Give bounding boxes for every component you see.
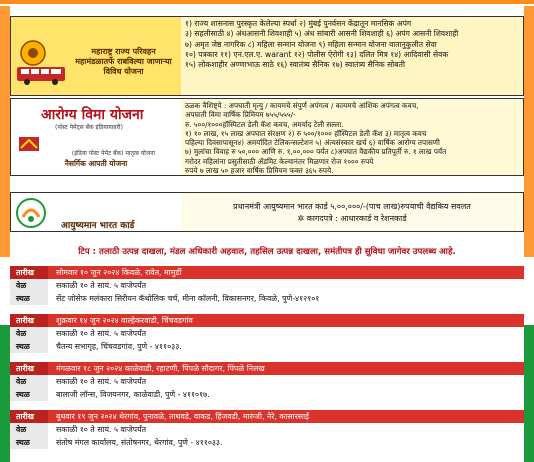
time-label: वेळ (10, 279, 48, 292)
schedule-place-row (10, 292, 524, 305)
date-value: शुक्रवार १४ जुन २०२४ वाल्हेकरवाडी, चिंचवडगांव (56, 316, 193, 325)
detail-line: रु. ५००/१०००हॉस्पिटल डेली कॅश कवच, अमर्याद टेली सल्ला. (185, 119, 344, 129)
detail-line: पहिल्या दिवसापासून४) अमर्यादित टेलिकन्सल्टेशन ५) अंत्यसंस्कार खर्च ६) वार्षिक आरोग्य तपासणी (185, 138, 440, 148)
schedule-place-row (10, 340, 524, 353)
ayushman-title: आयुष्यमान भारत कार्ड (61, 221, 135, 231)
schedule-place-row (10, 388, 524, 401)
ayushman-panel (11, 193, 182, 231)
detail-line: गरोदर महिलांना प्रसुतीसाठी ॲडमिट केल्यानंतर मिळणार रोज १००० रुपये (185, 156, 374, 166)
msrtc-logo-panel (11, 17, 182, 95)
schedule-date-row (10, 410, 524, 423)
ayushman-bharat-logo-icon (15, 197, 47, 229)
ayushman-line: प्रधानमंत्री आयुष्यमान भारत कार्ड ५,००,०००/-(पाच लाख)रुपयाची वैद्यकिय सवलत (233, 202, 471, 211)
scheme-line: ३) सहलीसाठी ४) अंधआसनी शिवशाही ५) अंध सांबारी आसनी शिवशाही ६) अपंग आसनी शिवशाही (185, 29, 459, 39)
place-label: स्थळ (10, 436, 48, 449)
ayushman-card-box (10, 192, 524, 232)
schedule-time-row (10, 423, 524, 436)
place-value: बालाजी लॉन्स, विजयनगर, काळेवाडी, पुणे - ४११०१७. (56, 390, 210, 399)
msrtc-scheme-list (181, 17, 523, 95)
detail-line: १) १० लाख, १५ लाख अपघात संरक्षण २) रु ५००/१००० हॉस्पिटल डेली कॅश ३) मातृत्व कवच (185, 128, 427, 138)
date-label: तारीख (10, 410, 48, 423)
time-value: सकाळी १० ते सायं. ५ वाजेपर्यंत (56, 329, 147, 338)
place-value: सेंट जोसेफ मलंकारा सिरीयन कॅथोलिक चर्च, मीना कॉलनी, विकासनगर, किवळे, पुणे-४१२१०१ (56, 294, 320, 303)
schedule-place-row (10, 436, 524, 449)
top-stripe (0, 0, 534, 4)
date-value: मंगळवार १८ जुन २०२४ काळेवाडी, रहाटणी, पिंपळे सौदागर, पिंपळे निलख (56, 364, 265, 373)
scheme-line: १) राज्य शासनास पुरस्कृत केलेल्या स्पर्धा २) मुंबई पुनर्वसन केंद्रातून मानसिक अपंग (185, 19, 412, 28)
detail-line: ठळक वैशिष्ट्ये : अपघाती मृत्यु / कायमचे संपुर्ण अपंगत्व / कायमचे आंशिक अपंगत्व कवच, (185, 101, 419, 110)
scheme-line: १५) लोकशाहीर अण्णाभाऊ साठे १६) स्वातंत्र्य सैनिक १७) स्वातंत्र्य सैनिक सोबती (185, 60, 405, 70)
health-insurance-title: आरोग्य विमा योजना (41, 107, 144, 123)
time-value: सकाळी १० ते सायं. ५ वाजेपर्यंत (56, 425, 147, 434)
health-insurance-box (10, 98, 524, 176)
schedule-date-row (10, 362, 524, 375)
schedule-time-row (10, 279, 524, 292)
matru-label: नैसर्गिक आपती योजना (64, 159, 128, 168)
health-insurance-panel (11, 99, 182, 175)
left-tricolor-stripe (0, 6, 10, 462)
time-value: सकाळी १० ते सायं. ५ वाजेपर्यंत (56, 281, 147, 290)
detail-line: ७) मुलांचा विवाह रु ५०,००० आणि रु. १,००,००० पर्यंत ८)अपघात वैद्यकीय प्रतिपूर्ती रु. १ लाख पर्यंत (185, 147, 447, 157)
india-post-logo-icon (19, 137, 39, 151)
date-value: बुधवार १९ जुन २०२४ थेरगांव, पुनावळे, ताथवडे, वाकड, हिंजवडी, मारुंजी, नेरे, कासारसाई (56, 412, 309, 421)
msrtc-bus-logo-icon (15, 35, 67, 87)
time-label: वेळ (10, 375, 48, 388)
date-value: सोमवार १० जुन २०२४ किवळे, रावेत, मामुर्डी (56, 268, 182, 277)
msrtc-schemes-box (10, 16, 524, 96)
place-value: संतोष मंगल कार्यालय, संतोषनगर, थेरगांव, पुणे - ४११०३३. (56, 438, 223, 447)
schedule-date-row (10, 314, 524, 327)
bank-text: (इंडिया पोस्ट पेमेंट बँक) मातृत्व योजना (71, 150, 156, 157)
detail-line: रुपये ७ लाख ५० हजार वार्षिक प्रिमियम फक्त ३६५ रुपये. (185, 166, 334, 176)
health-insurance-subtitle: (पोस्ट पेमेंट्स बँक इंडियायावरी) (55, 124, 123, 131)
place-label: स्थळ (10, 340, 48, 353)
time-value: सकाळी १० ते सायं. ५ वाजेपर्यंत (56, 377, 147, 386)
msrtc-title: महाराष्ट्र राज्य परिवहन महामंडळातर्फे राबविल्या जाणाऱ्या विविध योजना (75, 47, 172, 76)
ayushman-line: ✲ कागदपत्रे : आधारकार्ड व रेशनकार्ड (297, 214, 407, 223)
tip-note: टिप : तलाठी उत्पन्न दाखला, मंडल अधिकारी अहवाल, तहसिल उत्पन्न दाखला, समंतीपत्र ही सुविधा जागेवर उपलब्ध आहे. (78, 247, 456, 257)
health-insurance-details (181, 99, 523, 175)
date-label: तारीख (10, 362, 48, 375)
ayushman-details (181, 193, 523, 231)
place-label: स्थळ (10, 388, 48, 401)
scheme-line: १०) पत्रकार ११) एन.एल.ए. warant १२) पोलीस ऐरोगी १३) दलित मित्र १४) आदिवासी सेवक (185, 49, 449, 59)
right-tricolor-stripe (524, 6, 534, 462)
time-label: वेळ (10, 327, 48, 340)
schedule-time-row (10, 327, 524, 340)
place-value: चैतन्य सभागृह, चिंचवडगांव, पुणे - ४११०३३. (56, 342, 182, 351)
detail-line: अपघाती विमा वार्षिक प्रिमियम ७५५/५५५/- (185, 110, 296, 120)
time-label: वेळ (10, 423, 48, 436)
schedule-time-row (10, 375, 524, 388)
scheme-line: ७) अमृत जेष्ठ नागरिक ८) महिला सन्मान योजना ९) महिला सन्मान योजना वातानुकुलीत सेवा (185, 39, 437, 49)
date-label: तारीख (10, 314, 48, 327)
date-label: तारीख (10, 266, 48, 279)
place-label: स्थळ (10, 292, 48, 305)
schedule-date-row (10, 266, 524, 279)
